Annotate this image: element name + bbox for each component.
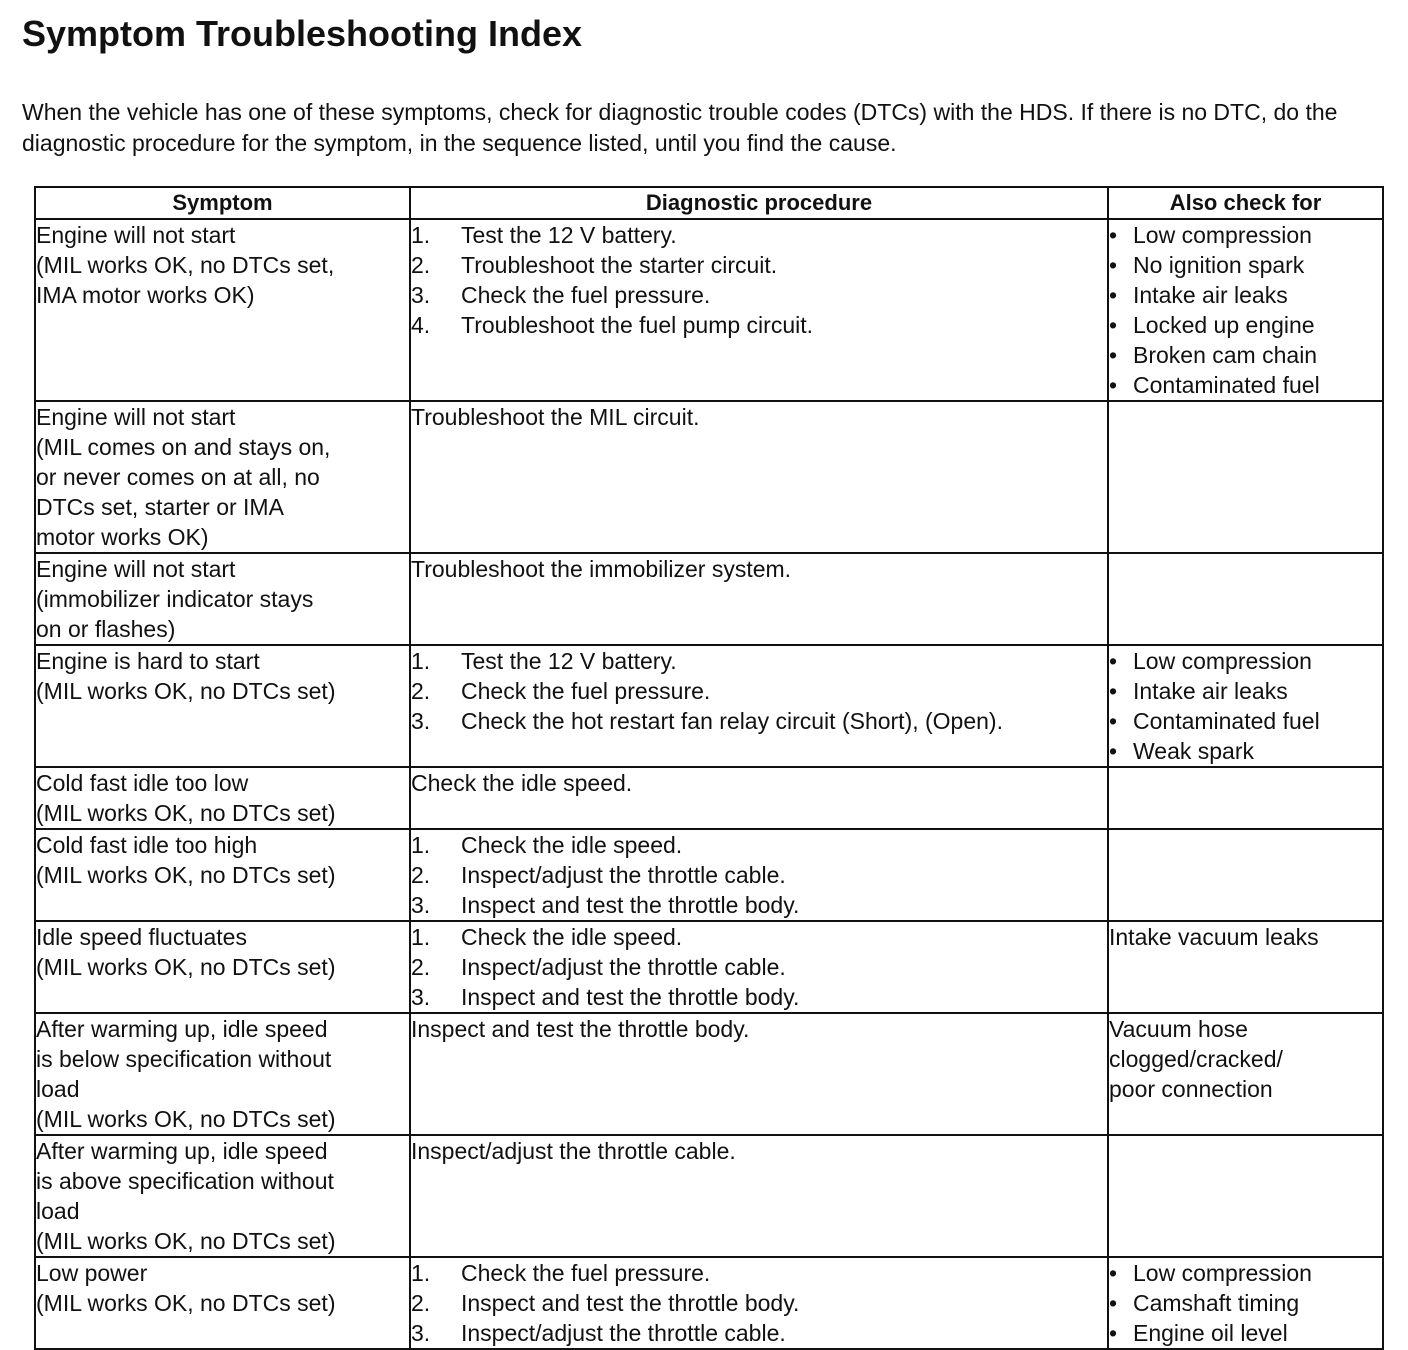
step-number: 1. (411, 222, 431, 248)
symptom-line: (immobilizer indicator stays (36, 586, 314, 612)
also-check-text: clogged/cracked/ (1109, 1046, 1283, 1072)
procedure-text: Check the idle speed. (411, 770, 633, 796)
step-text: Check the hot restart fan relay circuit (Short), (Open). (461, 708, 1003, 734)
bullet-icon: • (1109, 1290, 1118, 1316)
step-text: Check the fuel pressure. (461, 1260, 711, 1286)
procedure-cell (410, 1013, 1108, 1135)
also-check-text: Low compression (1133, 1260, 1312, 1286)
table-row (35, 401, 1383, 553)
procedure-text: Troubleshoot the immobilizer system. (411, 556, 792, 582)
procedure-step (411, 1258, 1107, 1288)
step-text: Inspect and test the throttle body. (461, 892, 800, 918)
symptom-line: (MIL works OK, no DTCs set) (36, 678, 336, 704)
step-number: 3. (411, 984, 431, 1010)
symptom-cell (35, 401, 410, 553)
also-check-text: Low compression (1133, 648, 1312, 674)
also-check-item (1109, 1258, 1382, 1288)
also-check-text: Engine oil level (1133, 1320, 1288, 1346)
also-check-item (1109, 250, 1382, 280)
symptom-line: Engine will not start (36, 222, 236, 248)
header-procedure: Diagnostic procedure (410, 187, 1108, 219)
symptom-line: (MIL works OK, no DTCs set) (36, 954, 336, 980)
also-check-item (1109, 220, 1382, 250)
symptom-table (34, 186, 1384, 1350)
symptom-line: (MIL works OK, no DTCs set, (36, 252, 335, 278)
step-number: 1. (411, 1260, 431, 1286)
procedure-step (411, 310, 1107, 340)
step-text: Troubleshoot the starter circuit. (461, 252, 778, 278)
step-number: 1. (411, 832, 431, 858)
procedure-step (411, 280, 1107, 310)
also-check-item (1109, 340, 1382, 370)
symptom-line: (MIL works OK, no DTCs set) (36, 862, 336, 888)
table-row (35, 553, 1383, 645)
procedure-cell (410, 645, 1108, 767)
symptom-cell (35, 1135, 410, 1257)
step-text: Inspect/adjust the throttle cable. (461, 954, 786, 980)
procedure-cell (410, 921, 1108, 1013)
bullet-icon: • (1109, 342, 1118, 368)
symptom-line: Low power (36, 1260, 148, 1286)
procedure-steps (411, 646, 1107, 736)
step-text: Test the 12 V battery. (461, 222, 677, 248)
symptom-line: (MIL works OK, no DTCs set) (36, 800, 336, 826)
symptom-line: on or flashes) (36, 616, 176, 642)
procedure-step (411, 1288, 1107, 1318)
also-check-cell (1108, 553, 1383, 645)
procedure-step (411, 952, 1107, 982)
step-text: Check the fuel pressure. (461, 282, 711, 308)
procedure-step (411, 220, 1107, 250)
step-text: Inspect and test the throttle body. (461, 984, 800, 1010)
symptom-line: Engine will not start (36, 556, 236, 582)
also-check-list (1109, 1258, 1382, 1348)
procedure-cell (410, 767, 1108, 829)
bullet-icon: • (1109, 222, 1118, 248)
also-check-list (1109, 646, 1382, 766)
also-check-cell (1108, 219, 1383, 401)
symptom-line: IMA motor works OK) (36, 282, 255, 308)
bullet-icon: • (1109, 312, 1118, 338)
bullet-icon: • (1109, 678, 1118, 704)
procedure-step (411, 830, 1107, 860)
table-row (35, 767, 1383, 829)
also-check-text: Weak spark (1133, 738, 1255, 764)
table-header-row (35, 187, 1383, 219)
symptom-line: Idle speed fluctuates (36, 924, 247, 950)
procedure-step (411, 250, 1107, 280)
bullet-icon: • (1109, 1260, 1118, 1286)
step-number: 2. (411, 252, 431, 278)
procedure-step (411, 646, 1107, 676)
table-row (35, 1135, 1383, 1257)
symptom-line: (MIL works OK, no DTCs set) (36, 1290, 336, 1316)
also-check-item (1109, 646, 1382, 676)
also-check-text: Locked up engine (1133, 312, 1315, 338)
symptom-line: Engine is hard to start (36, 648, 260, 674)
step-text: Inspect and test the throttle body. (461, 1290, 800, 1316)
table-row (35, 1013, 1383, 1135)
symptom-cell (35, 645, 410, 767)
bullet-icon: • (1109, 252, 1118, 278)
also-check-cell (1108, 401, 1383, 553)
also-check-text: Camshaft timing (1133, 1290, 1300, 1316)
symptom-line: Cold fast idle too high (36, 832, 258, 858)
step-text: Check the idle speed. (461, 924, 683, 950)
symptom-line: DTCs set, starter or IMA (36, 494, 284, 520)
symptom-cell (35, 553, 410, 645)
also-check-text: Vacuum hose (1109, 1016, 1248, 1042)
also-check-text: Contaminated fuel (1133, 708, 1320, 734)
procedure-steps (411, 830, 1107, 920)
also-check-cell (1108, 829, 1383, 921)
also-check-cell (1108, 921, 1383, 1013)
intro-paragraph: When the vehicle has one of these symptoms, check for diagnostic trouble codes (DTCs) with the HDS. If there is no DTC, do the diagnostic procedure for the symptom, in the sequence listed, until you find the cause. (22, 99, 1338, 156)
also-check-text: Broken cam chain (1133, 342, 1318, 368)
procedure-steps (411, 220, 1107, 340)
step-number: 3. (411, 892, 431, 918)
symptom-line: is above specification without (36, 1168, 334, 1194)
procedure-step (411, 860, 1107, 890)
procedure-step (411, 706, 1107, 736)
step-number: 2. (411, 678, 431, 704)
symptom-cell (35, 921, 410, 1013)
step-number: 3. (411, 282, 431, 308)
procedure-cell (410, 553, 1108, 645)
step-number: 2. (411, 862, 431, 888)
procedure-steps (411, 1258, 1107, 1348)
procedure-steps (411, 922, 1107, 1012)
also-check-text: Contaminated fuel (1133, 372, 1320, 398)
also-check-cell (1108, 645, 1383, 767)
step-text: Inspect/adjust the throttle cable. (461, 1320, 786, 1346)
step-text: Troubleshoot the fuel pump circuit. (461, 312, 813, 338)
symptom-line: After warming up, idle speed (36, 1138, 328, 1164)
also-check-text: Intake air leaks (1133, 282, 1288, 308)
table-row (35, 921, 1383, 1013)
also-check-text: Low compression (1133, 222, 1312, 248)
also-check-text: Intake vacuum leaks (1109, 924, 1319, 950)
table-row (35, 219, 1383, 401)
procedure-cell (410, 401, 1108, 553)
procedure-cell (410, 829, 1108, 921)
also-check-cell (1108, 1257, 1383, 1349)
bullet-icon: • (1109, 372, 1118, 398)
symptom-cell (35, 767, 410, 829)
step-text: Test the 12 V battery. (461, 648, 677, 674)
table-body (35, 219, 1383, 1349)
header-symptom: Symptom (35, 187, 410, 219)
symptom-cell (35, 1257, 410, 1349)
step-number: 3. (411, 1320, 431, 1346)
procedure-cell (410, 219, 1108, 401)
step-text: Check the idle speed. (461, 832, 683, 858)
also-check-list (1109, 220, 1382, 400)
symptom-line: After warming up, idle speed (36, 1016, 328, 1042)
symptom-cell (35, 1013, 410, 1135)
also-check-item (1109, 706, 1382, 736)
also-check-item (1109, 370, 1382, 400)
procedure-text: Troubleshoot the MIL circuit. (411, 404, 700, 430)
also-check-cell (1108, 1013, 1383, 1135)
procedure-cell (410, 1257, 1108, 1349)
also-check-text: Intake air leaks (1133, 678, 1288, 704)
also-check-text: poor connection (1109, 1076, 1273, 1102)
bullet-icon: • (1109, 1320, 1118, 1346)
header-also-check: Also check for (1108, 187, 1383, 219)
procedure-cell (410, 1135, 1108, 1257)
symptom-line: or never comes on at all, no (36, 464, 320, 490)
symptom-cell (35, 219, 410, 401)
step-number: 2. (411, 954, 431, 980)
also-check-cell (1108, 1135, 1383, 1257)
bullet-icon: • (1109, 738, 1118, 764)
also-check-item (1109, 310, 1382, 340)
also-check-item (1109, 280, 1382, 310)
step-text: Check the fuel pressure. (461, 678, 711, 704)
step-number: 1. (411, 924, 431, 950)
also-check-item (1109, 736, 1382, 766)
step-number: 3. (411, 708, 431, 734)
also-check-text: No ignition spark (1133, 252, 1305, 278)
symptom-line: (MIL works OK, no DTCs set) (36, 1228, 336, 1254)
step-number: 1. (411, 648, 431, 674)
symptom-line: Cold fast idle too low (36, 770, 249, 796)
also-check-item (1109, 676, 1382, 706)
procedure-step (411, 982, 1107, 1012)
symptom-line: motor works OK) (36, 524, 209, 550)
step-text: Inspect/adjust the throttle cable. (461, 862, 786, 888)
symptom-line: load (36, 1198, 80, 1224)
also-check-item (1109, 1318, 1382, 1348)
procedure-step (411, 1318, 1107, 1348)
table-row (35, 829, 1383, 921)
bullet-icon: • (1109, 708, 1118, 734)
page-title: Symptom Troubleshooting Index (22, 13, 583, 54)
symptom-line: load (36, 1076, 80, 1102)
symptom-line: (MIL comes on and stays on, (36, 434, 331, 460)
table-row (35, 1257, 1383, 1349)
symptom-line: (MIL works OK, no DTCs set) (36, 1106, 336, 1132)
bullet-icon: • (1109, 648, 1118, 674)
table-row (35, 645, 1383, 767)
also-check-item (1109, 1288, 1382, 1318)
step-number: 2. (411, 1290, 431, 1316)
procedure-text: Inspect and test the throttle body. (411, 1016, 750, 1042)
procedure-step (411, 676, 1107, 706)
step-number: 4. (411, 312, 431, 338)
procedure-step (411, 922, 1107, 952)
symptom-cell (35, 829, 410, 921)
bullet-icon: • (1109, 282, 1118, 308)
procedure-text: Inspect/adjust the throttle cable. (411, 1138, 736, 1164)
procedure-step (411, 890, 1107, 920)
symptom-line: is below specification without (36, 1046, 332, 1072)
symptom-line: Engine will not start (36, 404, 236, 430)
also-check-cell (1108, 767, 1383, 829)
